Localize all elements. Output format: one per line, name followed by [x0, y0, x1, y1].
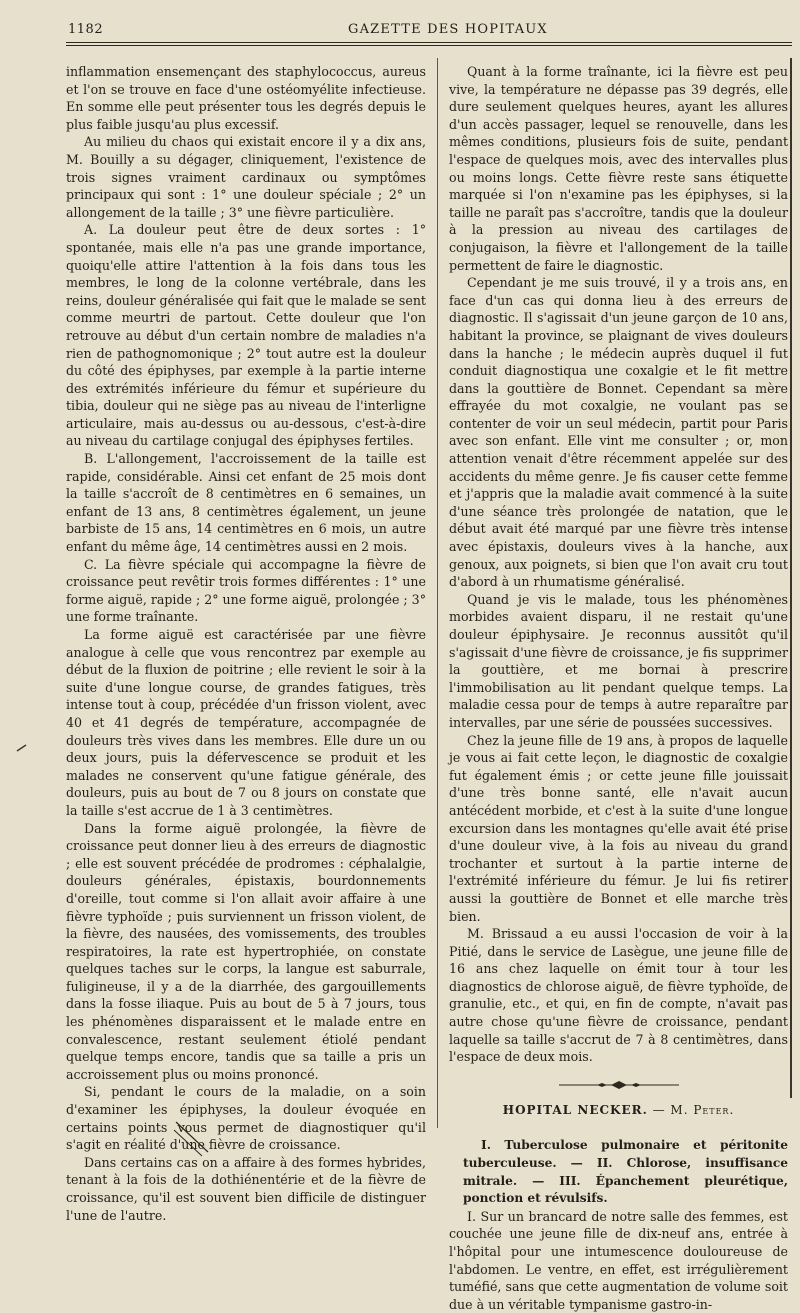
- page-header: [0, 0, 800, 44]
- paragraph: Quant à la forme traînante, ici la fièvre est peu vive, la température ne dépasse pas 39 degrés, elle dure seulement quelques heures, ayant les allures d'un accès passager, lequel se renouvelle, dans les mêmes conditions, plusieurs fois de suite, pendant l'espace de quelques mois, avec des intervalles plus ou moins longs. Cette fièvre reste sans étiquette marquée si l'on n'examine pas les épiphyses, si la taille ne paraît pas s'accroître, tandis que la douleur à la pression au niveau des cartilages de conjugaison, la fièvre et l'allongement de la taille permettent de faire le diagnostic.: [449, 64, 788, 273]
- paragraph: C. La fièvre spéciale qui accompagne la fièvre de croissance peut revêtir trois formes différentes : 1° une forme aiguë, rapide ; 2° une forme aiguë, prolongée ; 3° une forme traînante.: [66, 556, 426, 625]
- hospital-name: HOPITAL NECKER.: [502, 1102, 648, 1117]
- left-column: [66, 63, 426, 1224]
- paragraph: B. L'allongement, l'accroissement de la taille est rapide, considérable. Ainsi cet enfant de 25 mois dont la taille s'accroît de 8 centimètres en 6 semaines, un enfant de 13 ans, 8 centimètres également, un jeune barbiste de 15 ans, 14 centimètres en 6 mois, un autre enfant du même âge, 14 centimètres aussi en 2 mois.: [66, 451, 426, 555]
- header-rule: [66, 42, 792, 43]
- paragraph: Si, pendant le cours de la maladie, on a soin d'examiner les épiphyses, la douleur évoquée en certains points vous permet de diagnostiquer qu'il s'agit en réalité d'une fièvre de croissance.: [66, 1084, 426, 1153]
- author-name: M. Peter.: [670, 1102, 735, 1117]
- paragraph: Quand je vis le malade, tous les phénomènes morbides avaient disparu, il ne restait qu'une douleur épiphysaire. Je reconnus aussitôt qu'il s'agissait d'une fièvre de croissance, je fis supprimer la gouttière, et me bornai à prescrire l'immobilisation au lit pendant quelque temps. La maladie cessa pour de temps à autre reparaître par intervalles, par une série de poussées successives.: [449, 591, 788, 730]
- paragraph: Cependant je me suis trouvé, il y a trois ans, en face d'un cas qui donna lieu à des erreurs de diagnostic. Il s'agissait d'un jeune garçon de 10 ans, habitant la province, se plaignant de vives douleurs dans la hanche ; le médecin auprès duquel il fut conduit diagnostiqua une coxalgie et le fit mettre dans la gouttière de Bonnet. Cependant sa mère effrayée du mot coxalgie, ne voulant pas se contenter de voir un seul médecin, partit pour Paris avec son enfant. Elle vint me consulter ; or, mon attention venait d'être récemment appelée sur des accidents du même genre. Je fis causer cette femme et j'appris que la maladie avait commencé à la suite d'une séance très prolongée de natation, que le début avait été marqué par une fièvre très intense avec épistaxis, douleurs vives à la hanche, aux genoux, aux poignets, si bien que l'on avait cru tout d'abord à un rhumatisme généralisé.: [449, 275, 788, 590]
- paragraph: Au milieu du chaos qui existait encore il y a dix ans, M. Bouilly a su dégager, cliniquement, l'existence de trois signes vraiment cardinaux ou symptômes principaux qui sont : 1° une douleur spéciale ; 2° un allongement de la taille ; 3° une fièvre particulière.: [66, 134, 426, 220]
- paragraph: Dans certains cas on a affaire à des formes hybrides, tenant à la fois de la dothiénentérie et de la fièvre de croissance, qu'il est souvent bien difficile de distinguer l'une de l'autre.: [66, 1154, 426, 1223]
- header-rule-double: [66, 45, 792, 46]
- paragraph: M. Brissaud a eu aussi l'occasion de voir à la Pitié, dans le service de Lasègue, une jeune fille de 16 ans chez laquelle on émit tour à tour les diagnostics de chlorose aiguë, de fièvre typhoïde, de granulie, etc., et qui, en fin de compte, n'avait pas autre chose qu'une fièvre de croissance, pendant laquelle sa taille s'accrut de 7 à 8 centimètres, dans l'espace de deux mois.: [449, 926, 788, 1065]
- section-contents: I. Tuberculose pulmonaire et péritonite tuberculeuse. — II. Chlorose, insuffisance mitrale. — III. Épanchement pleurétique, ponction et révulsifs.: [463, 1138, 788, 1206]
- heading-separator: —: [652, 1102, 666, 1117]
- paragraph: La forme aiguë est caractérisée par une fièvre analogue à celle que vous rencontrez par exemple au début de la fluxion de poitrine ; elle revient le soir à la suite d'une longue course, de grandes fatigues, très intense tout à coup, précédée d'un frisson violent, avec 40 et 41 degrés de température, accompagnée de douleurs très vives dans les membres. Elle dure un ou deux jours, puis la défervescence se produit et les malades ne conservent qu'une fatigue générale, des douleurs, puis au bout de 7 ou 8 jours on constate que la taille s'est accrue de 1 à 3 centimètres.: [66, 627, 426, 818]
- paragraph: inflammation ensemençant des staphylococcus, aureus et l'on se trouve en face d'une ostéomyélite infectieuse. En somme elle peut présenter tous les degrés depuis le plus faible jusqu'au plus excessif.: [66, 64, 426, 132]
- paragraph: I. Sur un brancard de notre salle des femmes, est couchée une jeune fille de dix-neuf ans, entrée à l'hôpital pour une intumescence douloureuse de l'abdomen. Le ventre, en effet, est irrégulièrement tuméfié, sans que cette augmentation de volume soit due à un véritable tympanisme gastro-in-: [449, 1208, 788, 1312]
- paragraph: Chez la jeune fille de 19 ans, à propos de laquelle je vous ai fait cette leçon, le diagnostic de coxalgie fut également émis ; or cette jeune fille jouissait d'une très bonne santé, elle n'avait aucun antécédent morbide, et c'est à la suite d'une longue excursion dans les montagnes qu'elle avait été prise d'une douleur vive, à la fois au niveau du grand trochanter et surtout à la partie interne de l'extrémité inférieure du fémur. Je lui fis retirer aussi la gouttière de Bonnet et elle marche très bien.: [449, 732, 788, 924]
- section-heading: [449, 1102, 788, 1120]
- pen-stroke-mark: [172, 1118, 212, 1162]
- margin-mark: [16, 738, 28, 757]
- page-edge-rule: [790, 58, 792, 1098]
- ornamental-rule: [449, 1080, 788, 1090]
- paragraph: Dans la forme aiguë prolongée, la fièvre de croissance peut donner lieu à des erreurs de diagnostic ; elle est souvent précédée de prodromes : céphalalgie, douleurs générales, épistaxis, bourdonnements d'oreille, tout comme si l'on allait avoir affaire à une fièvre typhoïde ; puis surviennent un frisson violent, de la fièvre, des nausées, des vomissements, des troubles respiratoires, la rate est hypertrophiée, on constate quelques taches sur le corps, la langue est saburrale, fuligineuse, il y a de la diarrhée, des gargouillements dans la fosse iliaque. Puis au bout de 5 à 7 jours, tous les phénomènes disparaissent et le malade entre en convalescence, restant seulement étiolé pendant quelque temps encore, tandis que sa taille a pris un accroissement plus ou moins prononcé.: [66, 820, 426, 1082]
- right-column: [449, 63, 788, 1313]
- paragraph: A. La douleur peut être de deux sortes : 1° spontanée, mais elle n'a pas une grande importance, quoiqu'elle attire l'attention à la fois dans tous les membres, le long de la colonne vertébrale, dans les reins, douleur généralisée qui fait que le malade se sent comme meurtri de partout. Cette douleur que l'on retrouve au début d'un certain nombre de maladies n'a rien de pathognomonique ; 2° tout autre est la douleur du côté des épiphyses, par exemple à la partie interne des extrémités inférieure du fémur et supérieure du tibia, douleur qui ne siège pas au niveau de l'interligne articulaire, mais au-dessus ou au-dessous, c'est-à-dire au niveau du cartilage conjugal des épiphyses fertiles.: [66, 222, 426, 449]
- page-number: 1182: [68, 22, 104, 37]
- column-divider: [437, 58, 438, 1128]
- journal-title: GAZETTE DES HOPITAUX: [348, 22, 548, 37]
